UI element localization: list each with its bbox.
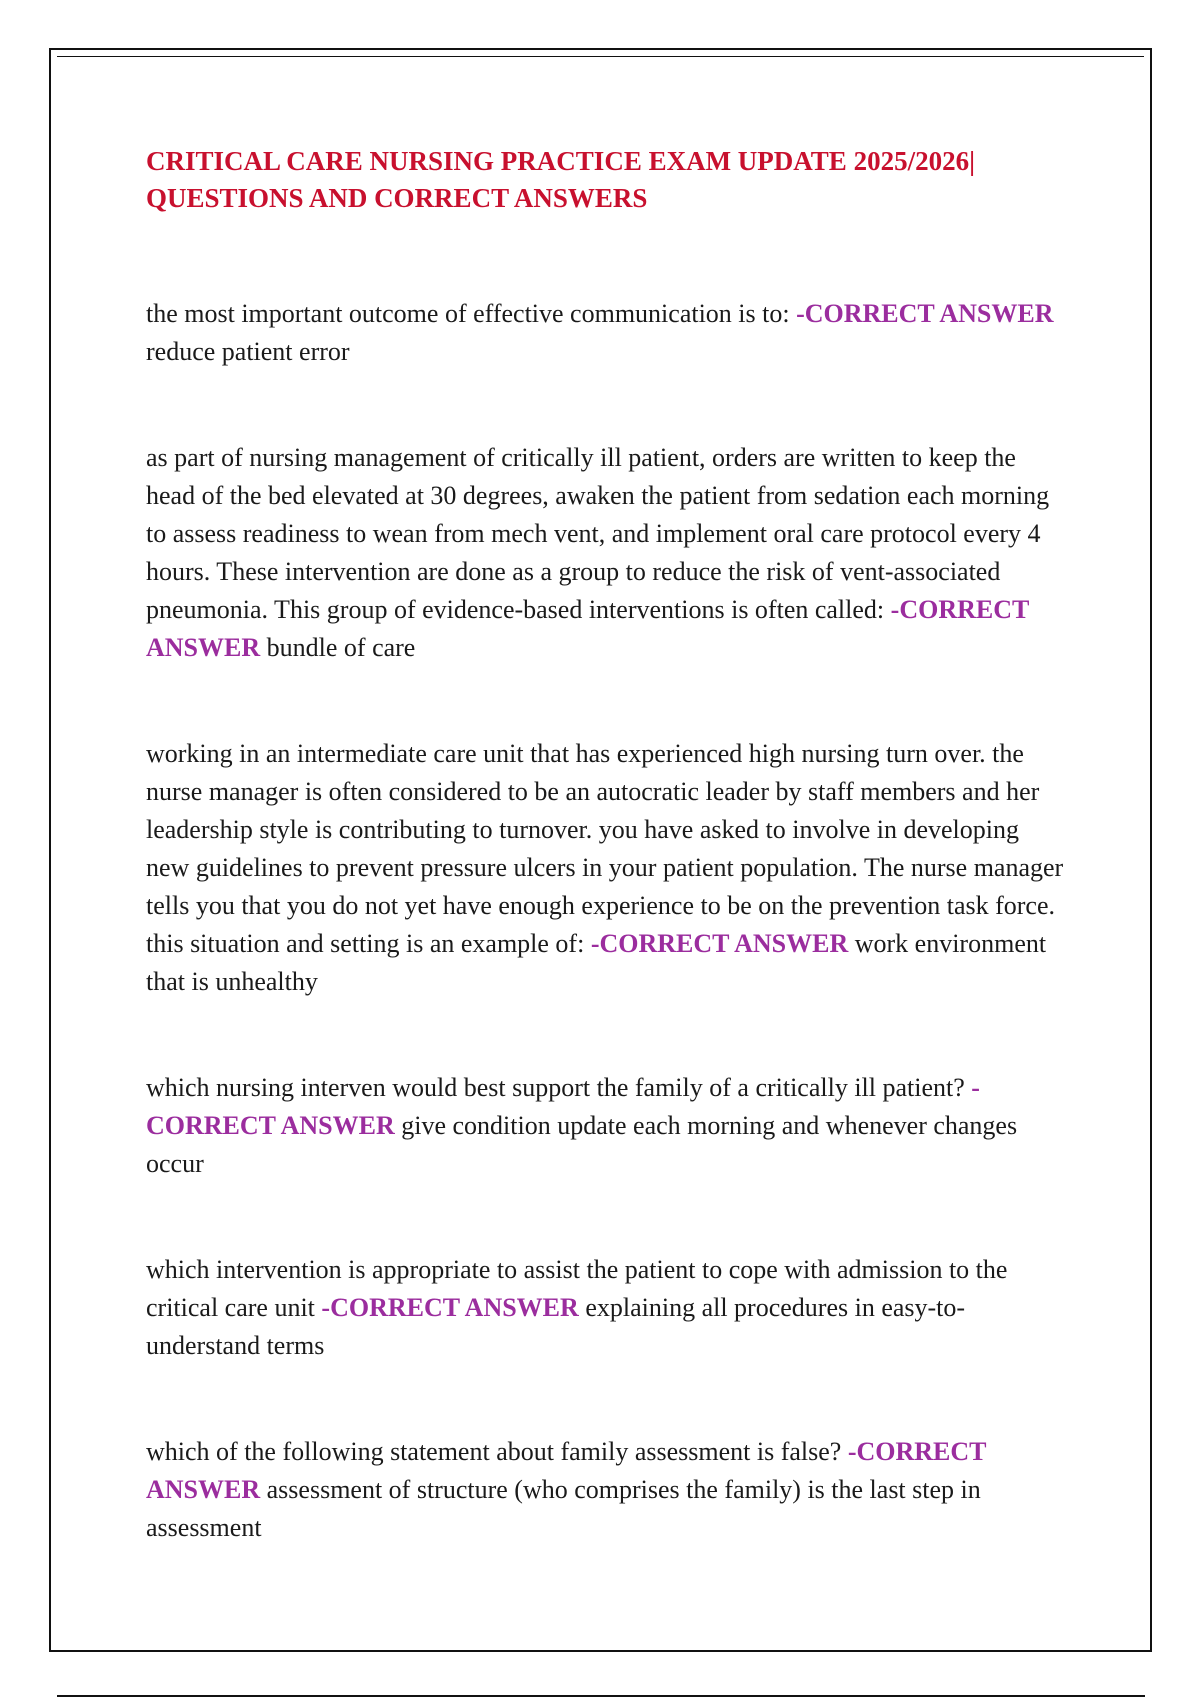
answer-text: work environment that is unhealthy bbox=[146, 929, 1047, 996]
next-page-top-rule bbox=[57, 1695, 1145, 1697]
qa-item bbox=[146, 1069, 1066, 1183]
qa-item bbox=[146, 735, 1066, 1001]
document-title: CRITICAL CARE NURSING PRACTICE EXAM UPDATE 2025/2026| QUESTIONS AND CORRECT ANSWERS bbox=[146, 146, 976, 213]
answer-text: give condition update each morning and whenever changes occur bbox=[146, 1111, 1018, 1178]
qa-item bbox=[146, 295, 1066, 371]
correct-answer-label: -CORRECT ANSWER bbox=[146, 1073, 980, 1140]
answer-text: assessment of structure (who comprises the family) is the last step in assessment bbox=[146, 1475, 981, 1542]
correct-answer-label: -CORRECT ANSWER bbox=[590, 929, 849, 958]
qa-list bbox=[146, 295, 1066, 1547]
correct-answer-label: -CORRECT ANSWER bbox=[146, 595, 1029, 662]
qa-item bbox=[146, 439, 1066, 667]
frame-top-rule bbox=[57, 56, 1144, 57]
answer-text: reduce patient error bbox=[146, 337, 350, 366]
question-text: which intervention is appropriate to assist the patient to cope with admission to the critical care unit bbox=[146, 1255, 1008, 1322]
answer-text: bundle of care bbox=[266, 633, 416, 662]
qa-item bbox=[146, 1433, 1066, 1547]
qa-item bbox=[146, 1251, 1066, 1365]
correct-answer-label: -CORRECT ANSWER bbox=[796, 299, 1054, 328]
question-text: the most important outcome of effective communication is to: bbox=[146, 299, 790, 328]
correct-answer-label: -CORRECT ANSWER bbox=[321, 1293, 579, 1322]
document-content bbox=[146, 143, 1066, 1547]
correct-answer-label: -CORRECT ANSWER bbox=[146, 1437, 987, 1504]
answer-text: explaining all procedures in easy-to-understand terms bbox=[146, 1293, 966, 1360]
question-text: which of the following statement about family assessment is false? bbox=[146, 1437, 842, 1466]
question-text: which nursing interven would best support the family of a critically ill patient? bbox=[146, 1073, 965, 1102]
question-text: working in an intermediate care unit that has experienced high nursing turn over. the nurse manager is often considered to be an autocratic leader by staff members and her leadership style is contributing to turnover. you have asked to involve in developing new guidelines to prevent pressure ulcers in your patient population. The nurse manager tells you that you do not yet have enough experience to be on the prevention task force. this situation and setting is an example of: bbox=[146, 739, 1064, 958]
question-text: as part of nursing management of critically ill patient, orders are written to keep the head of the bed elevated at 30 degrees, awaken the patient from sedation each morning to assess readiness to wean from mech vent, and implement oral care protocol every 4 hours. These intervention are done as a group to reduce the risk of vent-associated pneumonia. This group of evidence-based interventions is often called: bbox=[146, 443, 1050, 624]
